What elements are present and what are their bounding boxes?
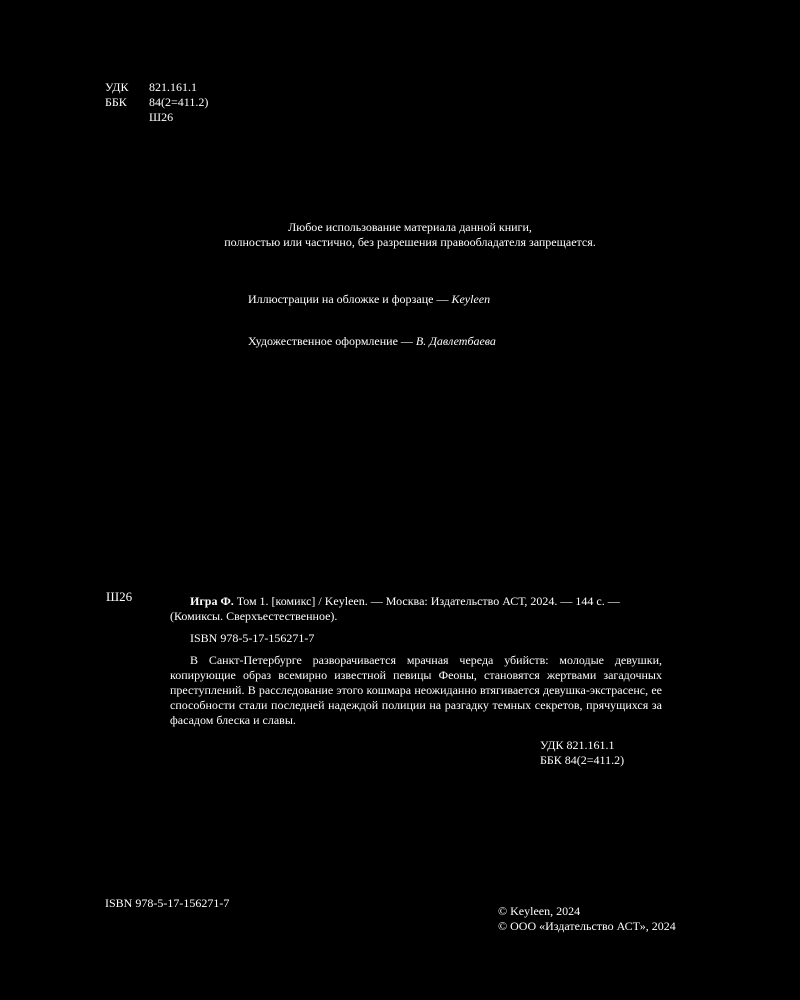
catalog-bbk: ББК 84(2=411.2) [540, 753, 625, 767]
udk-value: 821.161.1 [149, 80, 197, 94]
catalog-udk-bbk [540, 738, 624, 768]
bbk-label: ББК [105, 95, 127, 109]
design-name: В. Давлетбаева [415, 334, 496, 348]
illustrations-label: Иллюстрации на обложке и форзаце — [248, 292, 449, 306]
classification-block [105, 80, 208, 125]
catalog-isbn: ISBN 978-5-17-156271-7 [190, 631, 315, 645]
copyright-notice-line2: полностью или частично, без разрешения правообладателя запрещается. [224, 235, 596, 249]
copyright-notice-line1: Любое использование материала данной книги, [288, 220, 532, 234]
udk-row [105, 80, 208, 95]
copyright-author: © Keyleen, 2024 [498, 904, 581, 918]
copyright-publisher: © ООО «Издательство АСТ», 2024 [498, 919, 676, 933]
copyright-notice [0, 220, 800, 250]
design-label: Художественное оформление — [248, 334, 413, 348]
author-code: Ш26 [149, 110, 174, 124]
footer-isbn: ISBN 978-5-17-156271-7 [105, 896, 230, 910]
catalog-annotation: В Санкт-Петербурге разворачивается мрачная череда убийств: молодые девушки, копирующие образ всемирно известной певицы Феоны, становятся жертвами загадочных преступлений. В расследование этого кошмара неожиданно втягивается девушка-экстрасенс, ее способности стали последней надеждой полиции на разгадку темных секретов, прячущихся за фасадом блеска и славы. [170, 653, 662, 727]
illustrations-name: Keyleen [451, 292, 491, 306]
catalog-title [170, 594, 662, 624]
bbk-value: 84(2=411.2) [149, 95, 209, 109]
illustrations-credit [248, 292, 490, 307]
footer-copyright [498, 904, 676, 934]
catalog-code: Ш26 [106, 589, 133, 604]
catalog-title-rest: Том 1. [комикс] / Keyleen. — Москва: Издательство АСТ, 2024. — 144 с. — (Комиксы. Сверхъестественное). [170, 594, 620, 623]
catalog-udk: УДК 821.161.1 [540, 738, 615, 752]
catalog-author: Игра Ф. [190, 594, 234, 608]
author-code-row [105, 110, 208, 125]
bbk-row [105, 95, 208, 110]
catalog-card [170, 594, 662, 728]
udk-label: УДК [105, 80, 129, 94]
design-credit [248, 334, 496, 349]
